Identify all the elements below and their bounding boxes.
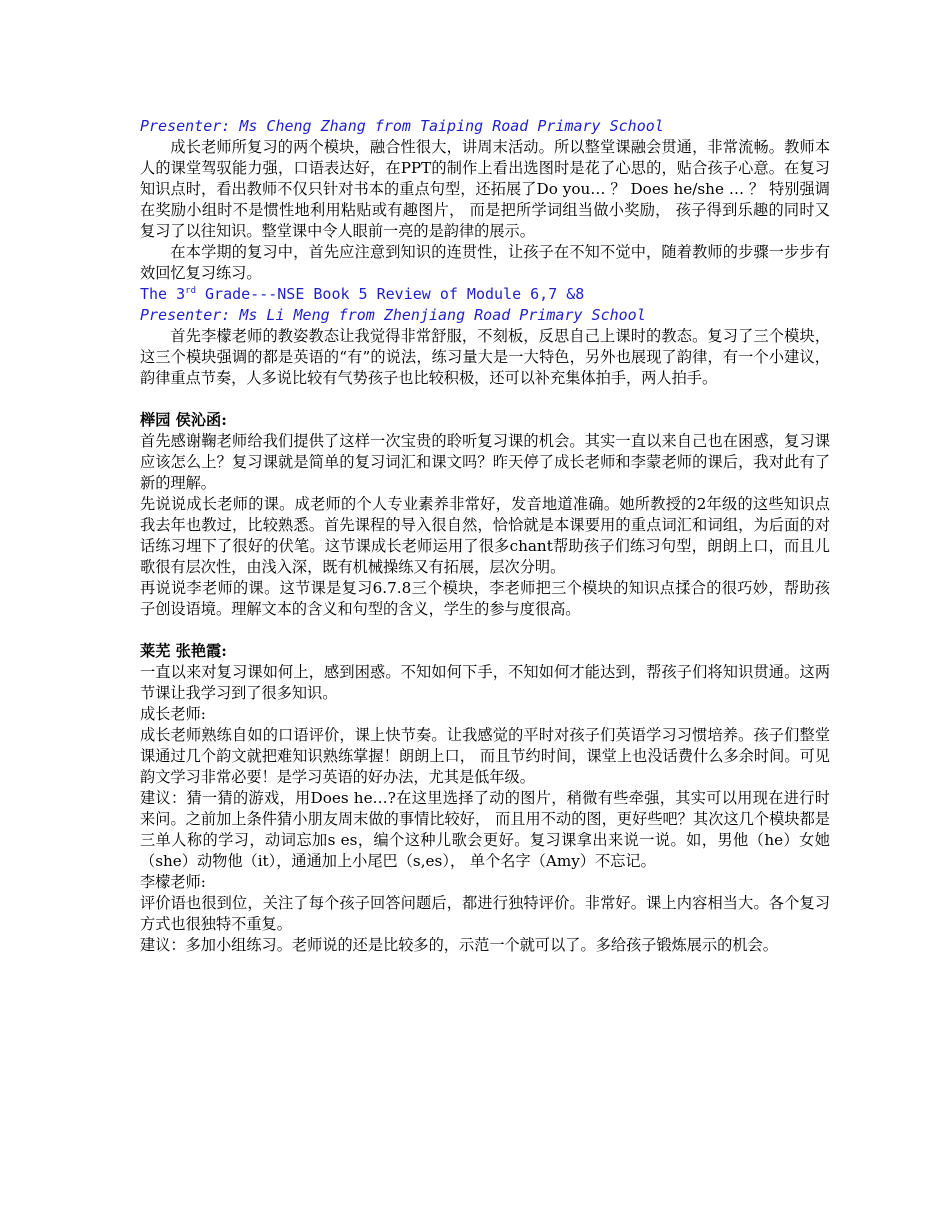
module-title-suffix: Grade---NSE Book 5 Review of Module 6,7 &8 [196, 285, 585, 303]
paragraph: 在本学期的复习中，首先应注意到知识的连贯性，让孩子在不知不觉中，随着教师的步骤一步步有效回忆复习练习。 [140, 243, 830, 282]
teacher-label: 李檬老师: [140, 873, 206, 891]
module-title-sup: rd [185, 286, 196, 296]
spacer [140, 620, 830, 641]
module-title [140, 284, 830, 305]
paragraph: 成长老师所复习的两个模块，融合性很大，讲周末活动。所以整堂课融会贯通，非常流畅。教师本人的课堂驾驭能力强，口语表达好，在PPT的制作上看出选图时是花了心思的，贴合孩子心意。在复习知识点时，看出教师不仅只针对书本的重点句型，还拓展了Do you… ？ Does he/she … ？ 特别强调在奖励小组时不是惯性地利用粘贴或有趣图片， 而是把所学词组当做小奖励， 孩子得到乐趣的同时又复习了以往知识。整堂课中令人眼前一亮的是韵律的展示。 [140, 138, 830, 240]
reviewer-heading: 莱芜 张艳霞: [140, 642, 227, 660]
paragraph: 一直以来对复习课如何上，感到困惑。不知如何下手，不知如何才能达到，帮孩子们将知识贯通。这两节课让我学习到了很多知识。 [140, 663, 830, 702]
paragraph: 成长老师熟练自如的口语评价，课上快节奏。让我感觉的平时对孩子们英语学习习惯培养。孩子们整堂课通过几个韵文就把难知识熟练掌握！朗朗上口， 而且节约时间，课堂上也没话费什么多余时间。可见韵文学习非常必要！是学习英语的好办法，尤其是低年级。 [140, 726, 830, 786]
paragraph: 再说说李老师的课。这节课是复习6.7.8三个模块，李老师把三个模块的知识点揉合的很巧妙，帮助孩子创设语境。理解文本的含义和句型的含义，学生的参与度很高。 [140, 579, 830, 618]
paragraph: 建议：猜一猜的游戏，用Does he…?在这里选择了动的图片，稍微有些牵强，其实可以用现在进行时来问。之前加上条件猜小朋友周末做的事情比较好， 而且用不动的图，更好些吧？其次这几个模块都是三单人称的学习，动词忘加s es，编个这种儿歌会更好。复习课拿出来说一说。如，男他（he）女她（she）动物他（it），通通加上小尾巴（s,es）， 单个名字（Amy）不忘记。 [140, 789, 830, 870]
paragraph: 先说说成长老师的课。成老师的个人专业素养非常好，发音地道准确。她所教授的2年级的这些知识点我去年也教过，比较熟悉。首先课程的导入很自然，恰恰就是本课要用的重点词汇和词组，为后面的对话练习埋下了很好的伏笔。这节课成长老师运用了很多chant帮助孩子们练习句型，朗朗上口，而且儿歌很有层次性，由浅入深，既有机械操练又有拓展，层次分明。 [140, 495, 830, 576]
presenter-line-2: Presenter: Ms Li Meng from Zhenjiang Road Primary School [140, 306, 646, 324]
paragraph: 首先李檬老师的教姿教态让我觉得非常舒服，不刻板，反思自己上课时的教态。复习了三个模块，这三个模块强调的都是英语的“有”的说法，练习量大是一大特色，另外也展现了韵律，有一个小建议，韵律重点节奏，人多说比较有气势孩子也比较积极，还可以补充集体拍手，两人拍手。 [140, 327, 830, 387]
paragraph: 评价语也很到位，关注了每个孩子回答问题后，都进行独特评价。非常好。课上内容相当大。各个复习方式也很独特不重复。 [140, 894, 830, 933]
presenter-line-1: Presenter: Ms Cheng Zhang from Taiping Road Primary School [140, 117, 664, 135]
paragraph: 建议：多加小组练习。老师说的还是比较多的，示范一个就可以了。多给孩子锻炼展示的机会。 [140, 936, 778, 954]
spacer [140, 389, 830, 410]
paragraph: 首先感谢鞠老师给我们提供了这样一次宝贵的聆听复习课的机会。其实一直以来自己也在困惑，复习课应该怎么上？复习课就是简单的复习词汇和课文吗？昨天停了成长老师和李蒙老师的课后，我对此有了新的理解。 [140, 432, 830, 492]
document-page [140, 116, 830, 956]
teacher-label: 成长老师: [140, 705, 206, 723]
module-title-prefix: The 3 [140, 285, 186, 303]
reviewer-heading: 榉园 侯沁函: [140, 411, 227, 429]
